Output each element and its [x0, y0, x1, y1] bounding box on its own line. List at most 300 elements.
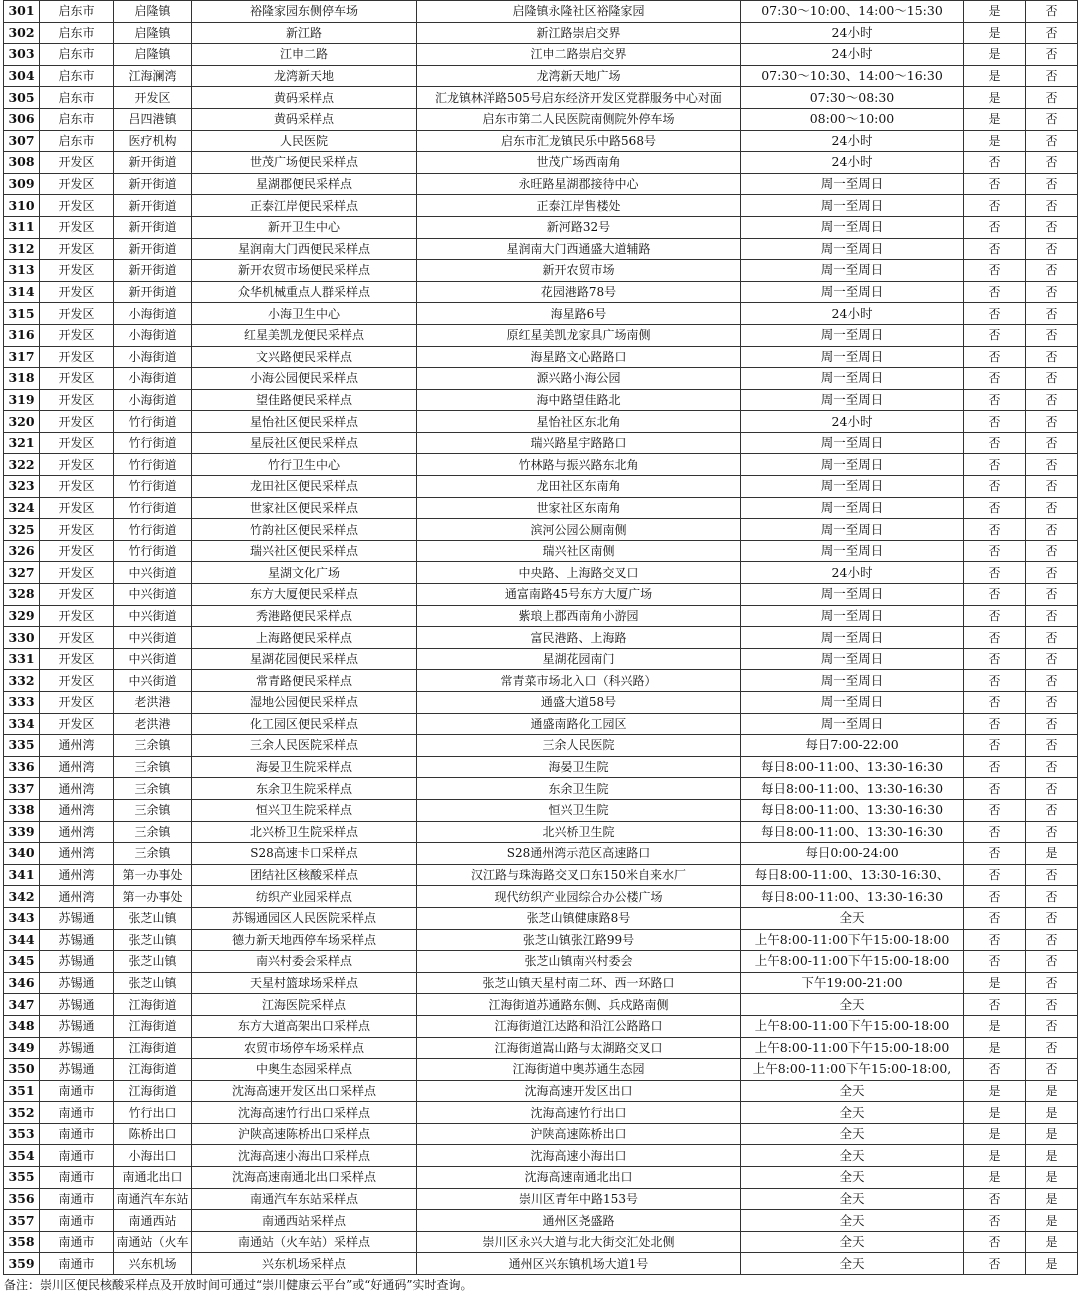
all-day-cell: 否	[964, 843, 1026, 865]
street-cell: 南通北出口	[114, 1167, 192, 1189]
row-number-cell: 304	[4, 65, 40, 87]
address-cell: 启东市第二人民医院南侧院外停车场	[417, 108, 741, 130]
address-cell: 张芝山镇天星村南二环、西一环路口	[417, 972, 741, 994]
hours-cell: 24小时	[741, 44, 964, 66]
hours-cell: 上午8:00-11:00下午15:00-18:00,	[741, 1059, 964, 1081]
table-row	[4, 951, 1078, 973]
address-cell: 中央路、上海路交叉口	[417, 562, 741, 584]
row-number-cell: 309	[4, 173, 40, 195]
site-name-cell: 中奥生态园采样点	[192, 1059, 417, 1081]
hours-cell: 每日8:00-11:00、13:30-16:30	[741, 756, 964, 778]
district-cell: 南通市	[40, 1210, 114, 1232]
hours-cell: 全天	[741, 1123, 964, 1145]
all-day-cell: 否	[964, 476, 1026, 498]
street-cell: 吕四港镇	[114, 108, 192, 130]
row-number-cell: 338	[4, 799, 40, 821]
district-cell: 开发区	[40, 303, 114, 325]
table-row	[4, 540, 1078, 562]
footnote: 备注：崇川区便民核酸采样点及开放时间可通过“崇川健康云平台”或“好通码”实时查询。	[4, 1278, 473, 1292]
table-row	[4, 907, 1078, 929]
free-cell: 否	[1026, 1015, 1078, 1037]
street-cell: 中兴街道	[114, 562, 192, 584]
address-cell: 汉江路与珠海路交叉口东150米自来水厂	[417, 864, 741, 886]
all-day-cell: 否	[964, 173, 1026, 195]
free-cell: 否	[1026, 540, 1078, 562]
row-number-cell: 351	[4, 1080, 40, 1102]
address-cell: 张芝山镇健康路8号	[417, 907, 741, 929]
district-cell: 通州湾	[40, 843, 114, 865]
all-day-cell: 否	[964, 346, 1026, 368]
free-cell: 是	[1026, 1167, 1078, 1189]
all-day-cell: 否	[964, 1231, 1026, 1253]
site-name-cell: 星湖花园便民采样点	[192, 648, 417, 670]
district-cell: 启东市	[40, 108, 114, 130]
district-cell: 开发区	[40, 540, 114, 562]
table-row	[4, 216, 1078, 238]
site-name-cell: 恒兴卫生院采样点	[192, 799, 417, 821]
free-cell: 否	[1026, 1037, 1078, 1059]
free-cell: 否	[1026, 497, 1078, 519]
row-number-cell: 356	[4, 1188, 40, 1210]
site-name-cell: 星湖郡便民采样点	[192, 173, 417, 195]
free-cell: 否	[1026, 389, 1078, 411]
free-cell: 否	[1026, 454, 1078, 476]
table-row	[4, 108, 1078, 130]
hours-cell: 每日0:00-24:00	[741, 843, 964, 865]
street-cell: 兴东机场	[114, 1253, 192, 1275]
table-row	[4, 864, 1078, 886]
street-cell: 医疗机构	[114, 130, 192, 152]
site-name-cell: 龙田社区便民采样点	[192, 476, 417, 498]
free-cell: 否	[1026, 1, 1078, 23]
table-row	[4, 173, 1078, 195]
site-name-cell: 团结社区核酸采样点	[192, 864, 417, 886]
free-cell: 否	[1026, 562, 1078, 584]
street-cell: 三余镇	[114, 821, 192, 843]
district-cell: 开发区	[40, 216, 114, 238]
all-day-cell: 否	[964, 692, 1026, 714]
street-cell: 小海街道	[114, 346, 192, 368]
district-cell: 南通市	[40, 1253, 114, 1275]
site-name-cell: 常青路便民采样点	[192, 670, 417, 692]
street-cell: 竹行街道	[114, 432, 192, 454]
free-cell: 否	[1026, 692, 1078, 714]
street-cell: 竹行街道	[114, 411, 192, 433]
free-cell: 否	[1026, 130, 1078, 152]
site-name-cell: 星怡社区便民采样点	[192, 411, 417, 433]
table-row	[4, 238, 1078, 260]
row-number-cell: 316	[4, 324, 40, 346]
district-cell: 苏锡通	[40, 929, 114, 951]
district-cell: 开发区	[40, 389, 114, 411]
table-row	[4, 65, 1078, 87]
district-cell: 开发区	[40, 173, 114, 195]
hours-cell: 24小时	[741, 22, 964, 44]
site-name-cell: 竹行卫生中心	[192, 454, 417, 476]
row-number-cell: 349	[4, 1037, 40, 1059]
row-number-cell: 320	[4, 411, 40, 433]
all-day-cell: 否	[964, 994, 1026, 1016]
all-day-cell: 否	[964, 864, 1026, 886]
all-day-cell: 否	[964, 907, 1026, 929]
table-row	[4, 562, 1078, 584]
site-name-cell: 东余卫生院采样点	[192, 778, 417, 800]
row-number-cell: 340	[4, 843, 40, 865]
all-day-cell: 否	[964, 540, 1026, 562]
district-cell: 开发区	[40, 713, 114, 735]
district-cell: 南通市	[40, 1167, 114, 1189]
street-cell: 中兴街道	[114, 627, 192, 649]
hours-cell: 周一至周日	[741, 713, 964, 735]
site-name-cell: 德力新天地西停车场采样点	[192, 929, 417, 951]
district-cell: 通州湾	[40, 756, 114, 778]
site-name-cell: 沈海高速开发区出口采样点	[192, 1080, 417, 1102]
hours-cell: 周一至周日	[741, 368, 964, 390]
hours-cell: 周一至周日	[741, 389, 964, 411]
table-row	[4, 1102, 1078, 1124]
table-row	[4, 281, 1078, 303]
all-day-cell: 否	[964, 368, 1026, 390]
site-name-cell: 世茂广场便民采样点	[192, 152, 417, 174]
all-day-cell: 是	[964, 1167, 1026, 1189]
street-cell: 张芝山镇	[114, 907, 192, 929]
table-row	[4, 1253, 1078, 1275]
address-cell: 通州区兴东镇机场大道1号	[417, 1253, 741, 1275]
all-day-cell: 是	[964, 22, 1026, 44]
table-row	[4, 324, 1078, 346]
free-cell: 是	[1026, 1123, 1078, 1145]
row-number-cell: 348	[4, 1015, 40, 1037]
district-cell: 苏锡通	[40, 907, 114, 929]
row-number-cell: 321	[4, 432, 40, 454]
all-day-cell: 是	[964, 65, 1026, 87]
row-number-cell: 330	[4, 627, 40, 649]
row-number-cell: 343	[4, 907, 40, 929]
all-day-cell: 否	[964, 799, 1026, 821]
hours-cell: 全天	[741, 1080, 964, 1102]
site-name-cell: 秀港路便民采样点	[192, 605, 417, 627]
all-day-cell: 是	[964, 87, 1026, 109]
site-name-cell: 小海卫生中心	[192, 303, 417, 325]
hours-cell: 周一至周日	[741, 540, 964, 562]
address-cell: 海星路文心路路口	[417, 346, 741, 368]
street-cell: 江海街道	[114, 1059, 192, 1081]
table-row	[4, 821, 1078, 843]
free-cell: 是	[1026, 1253, 1078, 1275]
row-number-cell: 319	[4, 389, 40, 411]
table-row	[4, 476, 1078, 498]
table-row	[4, 605, 1078, 627]
street-cell: 小海街道	[114, 389, 192, 411]
all-day-cell: 否	[964, 1210, 1026, 1232]
hours-cell: 周一至周日	[741, 648, 964, 670]
street-cell: 启隆镇	[114, 44, 192, 66]
all-day-cell: 否	[964, 1059, 1026, 1081]
district-cell: 南通市	[40, 1123, 114, 1145]
address-cell: 原红星美凯龙家具广场南侧	[417, 324, 741, 346]
address-cell: 沈海高速小海出口	[417, 1145, 741, 1167]
street-cell: 新开街道	[114, 281, 192, 303]
free-cell: 否	[1026, 411, 1078, 433]
table-row	[4, 87, 1078, 109]
district-cell: 启东市	[40, 65, 114, 87]
row-number-cell: 305	[4, 87, 40, 109]
site-name-cell: 江申二路	[192, 44, 417, 66]
table-row	[4, 519, 1078, 541]
table-row	[4, 389, 1078, 411]
address-cell: 江海街道嵩山路与太湖路交叉口	[417, 1037, 741, 1059]
site-name-cell: 南通汽车东站采样点	[192, 1188, 417, 1210]
address-cell: 世茂广场西南角	[417, 152, 741, 174]
address-cell: 通盛南路化工园区	[417, 713, 741, 735]
table-row	[4, 778, 1078, 800]
district-cell: 南通市	[40, 1188, 114, 1210]
address-cell: 张芝山镇南兴村委会	[417, 951, 741, 973]
table-row	[4, 886, 1078, 908]
hours-cell: 周一至周日	[741, 281, 964, 303]
site-name-cell: 星润南大门西便民采样点	[192, 238, 417, 260]
district-cell: 开发区	[40, 411, 114, 433]
district-cell: 开发区	[40, 432, 114, 454]
hours-cell: 周一至周日	[741, 454, 964, 476]
site-name-cell: 化工园区便民采样点	[192, 713, 417, 735]
row-number-cell: 358	[4, 1231, 40, 1253]
site-name-cell: 小海公园便民采样点	[192, 368, 417, 390]
street-cell: 中兴街道	[114, 648, 192, 670]
free-cell: 否	[1026, 1059, 1078, 1081]
address-cell: 星湖花园南门	[417, 648, 741, 670]
table-row	[4, 1123, 1078, 1145]
address-cell: 汇龙镇林洋路505号启东经济开发区党群服务中心对面	[417, 87, 741, 109]
table-row	[4, 994, 1078, 1016]
free-cell: 否	[1026, 519, 1078, 541]
district-cell: 启东市	[40, 130, 114, 152]
street-cell: 三余镇	[114, 843, 192, 865]
street-cell: 老洪港	[114, 692, 192, 714]
address-cell: 海晏卫生院	[417, 756, 741, 778]
district-cell: 开发区	[40, 584, 114, 606]
street-cell: 竹行街道	[114, 519, 192, 541]
free-cell: 否	[1026, 907, 1078, 929]
free-cell: 否	[1026, 87, 1078, 109]
site-name-cell: 新开农贸市场便民采样点	[192, 260, 417, 282]
table-row	[4, 497, 1078, 519]
district-cell: 开发区	[40, 368, 114, 390]
street-cell: 江海街道	[114, 1037, 192, 1059]
row-number-cell: 314	[4, 281, 40, 303]
street-cell: 南通西站	[114, 1210, 192, 1232]
row-number-cell: 325	[4, 519, 40, 541]
hours-cell: 周一至周日	[741, 519, 964, 541]
address-cell: 张芝山镇张江路99号	[417, 929, 741, 951]
all-day-cell: 否	[964, 152, 1026, 174]
table-row	[4, 843, 1078, 865]
free-cell: 否	[1026, 951, 1078, 973]
row-number-cell: 339	[4, 821, 40, 843]
all-day-cell: 否	[964, 756, 1026, 778]
address-cell: 常青菜市场北入口（科兴路）	[417, 670, 741, 692]
table-row	[4, 152, 1078, 174]
all-day-cell: 否	[964, 497, 1026, 519]
row-number-cell: 317	[4, 346, 40, 368]
free-cell: 否	[1026, 22, 1078, 44]
free-cell: 否	[1026, 972, 1078, 994]
free-cell: 否	[1026, 303, 1078, 325]
street-cell: 小海街道	[114, 324, 192, 346]
all-day-cell: 是	[964, 44, 1026, 66]
row-number-cell: 332	[4, 670, 40, 692]
table-row	[4, 929, 1078, 951]
free-cell: 否	[1026, 670, 1078, 692]
address-cell: 世家社区东南角	[417, 497, 741, 519]
address-cell: 三余人民医院	[417, 735, 741, 757]
row-number-cell: 354	[4, 1145, 40, 1167]
table-row	[4, 195, 1078, 217]
street-cell: 三余镇	[114, 778, 192, 800]
row-number-cell: 301	[4, 1, 40, 23]
hours-cell: 每日8:00-11:00、13:30-16:30	[741, 821, 964, 843]
street-cell: 第一办事处	[114, 864, 192, 886]
table-row	[4, 1145, 1078, 1167]
all-day-cell: 否	[964, 951, 1026, 973]
hours-cell: 周一至周日	[741, 692, 964, 714]
site-name-cell: 沈海高速竹行出口采样点	[192, 1102, 417, 1124]
site-name-cell: 农贸市场停车场采样点	[192, 1037, 417, 1059]
address-cell: 通盛大道58号	[417, 692, 741, 714]
site-name-cell: 星湖文化广场	[192, 562, 417, 584]
district-cell: 开发区	[40, 670, 114, 692]
site-name-cell: 上海路便民采样点	[192, 627, 417, 649]
address-cell: 北兴桥卫生院	[417, 821, 741, 843]
hours-cell: 周一至周日	[741, 346, 964, 368]
site-name-cell: 新江路	[192, 22, 417, 44]
hours-cell: 全天	[741, 907, 964, 929]
all-day-cell: 否	[964, 886, 1026, 908]
address-cell: 江海街道苏通路东侧、兵戍路南侧	[417, 994, 741, 1016]
all-day-cell: 是	[964, 1123, 1026, 1145]
hours-cell: 全天	[741, 1231, 964, 1253]
site-name-cell: 新开卫生中心	[192, 216, 417, 238]
address-cell: 沪陕高速陈桥出口	[417, 1123, 741, 1145]
all-day-cell: 是	[964, 1145, 1026, 1167]
all-day-cell: 是	[964, 1015, 1026, 1037]
free-cell: 否	[1026, 260, 1078, 282]
all-day-cell: 否	[964, 648, 1026, 670]
street-cell: 张芝山镇	[114, 929, 192, 951]
district-cell: 通州湾	[40, 778, 114, 800]
district-cell: 开发区	[40, 454, 114, 476]
table-row	[4, 346, 1078, 368]
all-day-cell: 否	[964, 389, 1026, 411]
street-cell: 老洪港	[114, 713, 192, 735]
free-cell: 是	[1026, 1145, 1078, 1167]
row-number-cell: 307	[4, 130, 40, 152]
hours-cell: 上午8:00-11:00下午15:00-18:00	[741, 929, 964, 951]
free-cell: 是	[1026, 843, 1078, 865]
row-number-cell: 302	[4, 22, 40, 44]
district-cell: 开发区	[40, 152, 114, 174]
hours-cell: 全天	[741, 1102, 964, 1124]
district-cell: 开发区	[40, 324, 114, 346]
hours-cell: 上午8:00-11:00下午15:00-18:00	[741, 951, 964, 973]
all-day-cell: 否	[964, 821, 1026, 843]
address-cell: 新开农贸市场	[417, 260, 741, 282]
district-cell: 开发区	[40, 195, 114, 217]
free-cell: 否	[1026, 368, 1078, 390]
site-name-cell: 星辰社区便民采样点	[192, 432, 417, 454]
address-cell: 富民港路、上海路	[417, 627, 741, 649]
address-cell: 启隆镇永隆社区裕隆家园	[417, 1, 741, 23]
district-cell: 南通市	[40, 1231, 114, 1253]
address-cell: 江海街道中奥苏通生态园	[417, 1059, 741, 1081]
street-cell: 张芝山镇	[114, 951, 192, 973]
table-row	[4, 1210, 1078, 1232]
free-cell: 是	[1026, 1231, 1078, 1253]
all-day-cell: 否	[964, 627, 1026, 649]
hours-cell: 全天	[741, 1167, 964, 1189]
site-name-cell: 湿地公园便民采样点	[192, 692, 417, 714]
hours-cell: 周一至周日	[741, 476, 964, 498]
free-cell: 否	[1026, 152, 1078, 174]
table-row	[4, 1167, 1078, 1189]
hours-cell: 周一至周日	[741, 497, 964, 519]
table-row	[4, 1188, 1078, 1210]
row-number-cell: 306	[4, 108, 40, 130]
street-cell: 小海出口	[114, 1145, 192, 1167]
address-cell: 东余卫生院	[417, 778, 741, 800]
all-day-cell: 否	[964, 735, 1026, 757]
district-cell: 南通市	[40, 1145, 114, 1167]
district-cell: 开发区	[40, 281, 114, 303]
street-cell: 三余镇	[114, 756, 192, 778]
free-cell: 是	[1026, 1080, 1078, 1102]
street-cell: 启隆镇	[114, 22, 192, 44]
street-cell: 中兴街道	[114, 605, 192, 627]
address-cell: 沈海高速南通北出口	[417, 1167, 741, 1189]
free-cell: 否	[1026, 799, 1078, 821]
district-cell: 通州湾	[40, 735, 114, 757]
all-day-cell: 否	[964, 303, 1026, 325]
free-cell: 否	[1026, 994, 1078, 1016]
table-row	[4, 368, 1078, 390]
row-number-cell: 355	[4, 1167, 40, 1189]
address-cell: 沈海高速开发区出口	[417, 1080, 741, 1102]
district-cell: 启东市	[40, 1, 114, 23]
site-name-cell: 龙湾新天地	[192, 65, 417, 87]
address-cell: 竹林路与振兴路东北角	[417, 454, 741, 476]
district-cell: 苏锡通	[40, 1037, 114, 1059]
district-cell: 苏锡通	[40, 972, 114, 994]
table-row	[4, 411, 1078, 433]
free-cell: 否	[1026, 346, 1078, 368]
all-day-cell: 否	[964, 778, 1026, 800]
all-day-cell: 否	[964, 195, 1026, 217]
hours-cell: 周一至周日	[741, 260, 964, 282]
district-cell: 苏锡通	[40, 951, 114, 973]
street-cell: 新开街道	[114, 238, 192, 260]
free-cell: 否	[1026, 281, 1078, 303]
row-number-cell: 326	[4, 540, 40, 562]
table-row	[4, 454, 1078, 476]
street-cell: 竹行街道	[114, 476, 192, 498]
row-number-cell: 324	[4, 497, 40, 519]
row-number-cell: 308	[4, 152, 40, 174]
all-day-cell: 否	[964, 324, 1026, 346]
row-number-cell: 323	[4, 476, 40, 498]
row-number-cell: 313	[4, 260, 40, 282]
free-cell: 否	[1026, 886, 1078, 908]
district-cell: 开发区	[40, 519, 114, 541]
